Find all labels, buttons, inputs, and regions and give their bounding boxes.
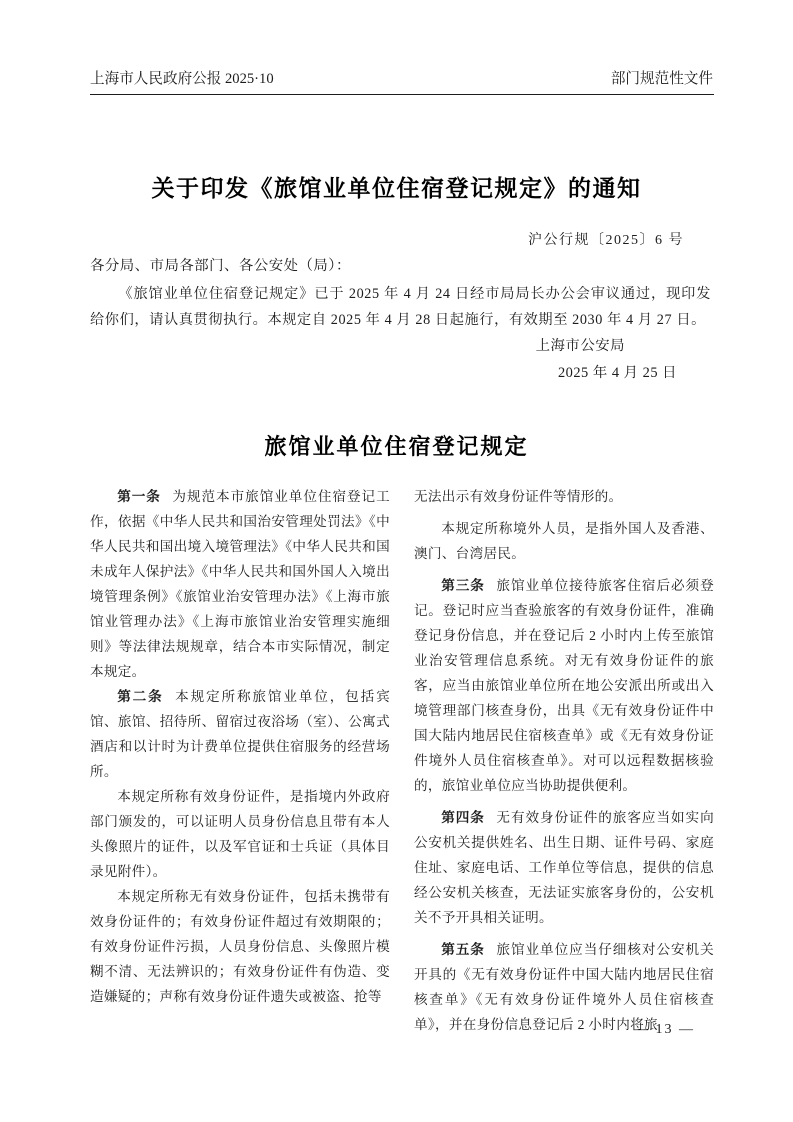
- regulation-column-left: [90, 484, 390, 1037]
- regulation-paragraph: 本规定所称有效身份证件，是指境内外政府部门颁发的，可以证明人员身份信息且带有本人头像照片的证件，以及军官证和士兵证（具体目录见附件）。: [90, 789, 390, 879]
- article-number: 第一条: [117, 489, 161, 504]
- regulation-paragraph: 本规定所称无有效身份证件，包括未携带有效身份证件的；有效身份证件超过有效期限的；有效身份证件污损，人员身份信息、头像照片模糊不清、无法辨识的；有效身份证件有伪造、变造嫌疑的；声称有效身份证件遗失或被盗、抢等: [90, 889, 390, 1004]
- notice-body-paragraph: 《旅馆业单位住宿登记规定》已于 2025 年 4 月 24 日经市局局长办公会审议通过，现印发给你们，请认真贯彻执行。本规定自 2025 年 4 月 28 日起施行，有效期至 2030 年 4 月 27 日。: [90, 286, 711, 328]
- issue-date: 2025 年 4 月 25 日: [557, 365, 677, 381]
- regulation-paragraph: 第四条 无有效身份证件的旅客应当如实向公安机关提供姓名、出生日期、证件号码、家庭住址、家庭电话、工作单位等信息，提供的信息经公安机关核查，无法证实旅客身份的，公安机关不予开具相关证明。: [414, 810, 714, 925]
- issuing-authority: 上海市公安局: [535, 338, 625, 354]
- article-number: 第三条: [441, 578, 485, 593]
- regulation-paragraph: 本规定所称境外人员，是指外国人及香港、澳门、台湾居民。: [414, 521, 714, 561]
- header-rule: [90, 94, 714, 95]
- header-section-label: 部门规范性文件: [610, 71, 713, 87]
- regulation-paragraph: 第二条 本规定所称旅馆业单位，包括宾馆、旅馆、招待所、留宿过夜浴场（室）、公寓式酒店和以计时为计费单位提供住宿服务的经营场所。: [90, 689, 390, 779]
- notice-title: 关于印发《旅馆业单位住宿登记规定》的通知: [151, 175, 642, 201]
- document-number: 沪公行规〔2025〕6 号: [528, 233, 684, 248]
- page-header: [90, 67, 713, 88]
- regulation-body: [90, 484, 714, 1037]
- regulation-title: 旅馆业单位住宿登记规定: [264, 434, 529, 459]
- regulation-column-right: [414, 484, 714, 1037]
- article-number: 第二条: [117, 689, 164, 704]
- salutation-line: 各分局、市局各部门、各公安处（局）：: [90, 258, 351, 274]
- regulation-paragraph: 第五条 旅馆业单位应当仔细核对公安机关开具的《无有效身份证件中国大陆内地居民住宿核查单》《无有效身份证件境外人员住宿核查单》，并在身份信息登记后 2 小时内将旅: [414, 942, 714, 1032]
- page-number: — 13 —: [634, 1022, 695, 1037]
- regulation-paragraph: 第三条 旅馆业单位接待旅客住宿后必须登记。登记时应当查验旅客的有效身份证件，准确登记身份信息，并在登记后 2 小时内上传至旅馆业治安管理信息系统。对无有效身份证件的旅客，应当由旅馆业单位所在地公安派出所或出入境管理部门核查身份，出具《无有效身份证件中国大陆内地居民住宿核查单》或《无有效身份证件境外人员住宿核查单》。对可以远程数据核验的，旅馆业单位应当协助提供便利。: [414, 578, 714, 793]
- regulation-paragraph: 无法出示有效身份证件等情形的。: [414, 489, 623, 504]
- header-gazette-title: 上海市人民政府公报 2025·10: [90, 71, 274, 87]
- article-number: 第五条: [441, 942, 485, 957]
- regulation-paragraph: 第一条 为规范本市旅馆业单位住宿登记工作，依据《中华人民共和国治安管理处罚法》《中华人民共和国出境入境管理法》《中华人民共和国未成年人保护法》《中华人民共和国外国人入境出境管理条例》《旅馆业治安管理办法》《上海市旅馆业管理办法》《上海市旅馆业治安管理实施细则》等法律法规规章，结合本市实际情况，制定本规定。: [90, 489, 390, 679]
- article-number: 第四条: [441, 810, 485, 825]
